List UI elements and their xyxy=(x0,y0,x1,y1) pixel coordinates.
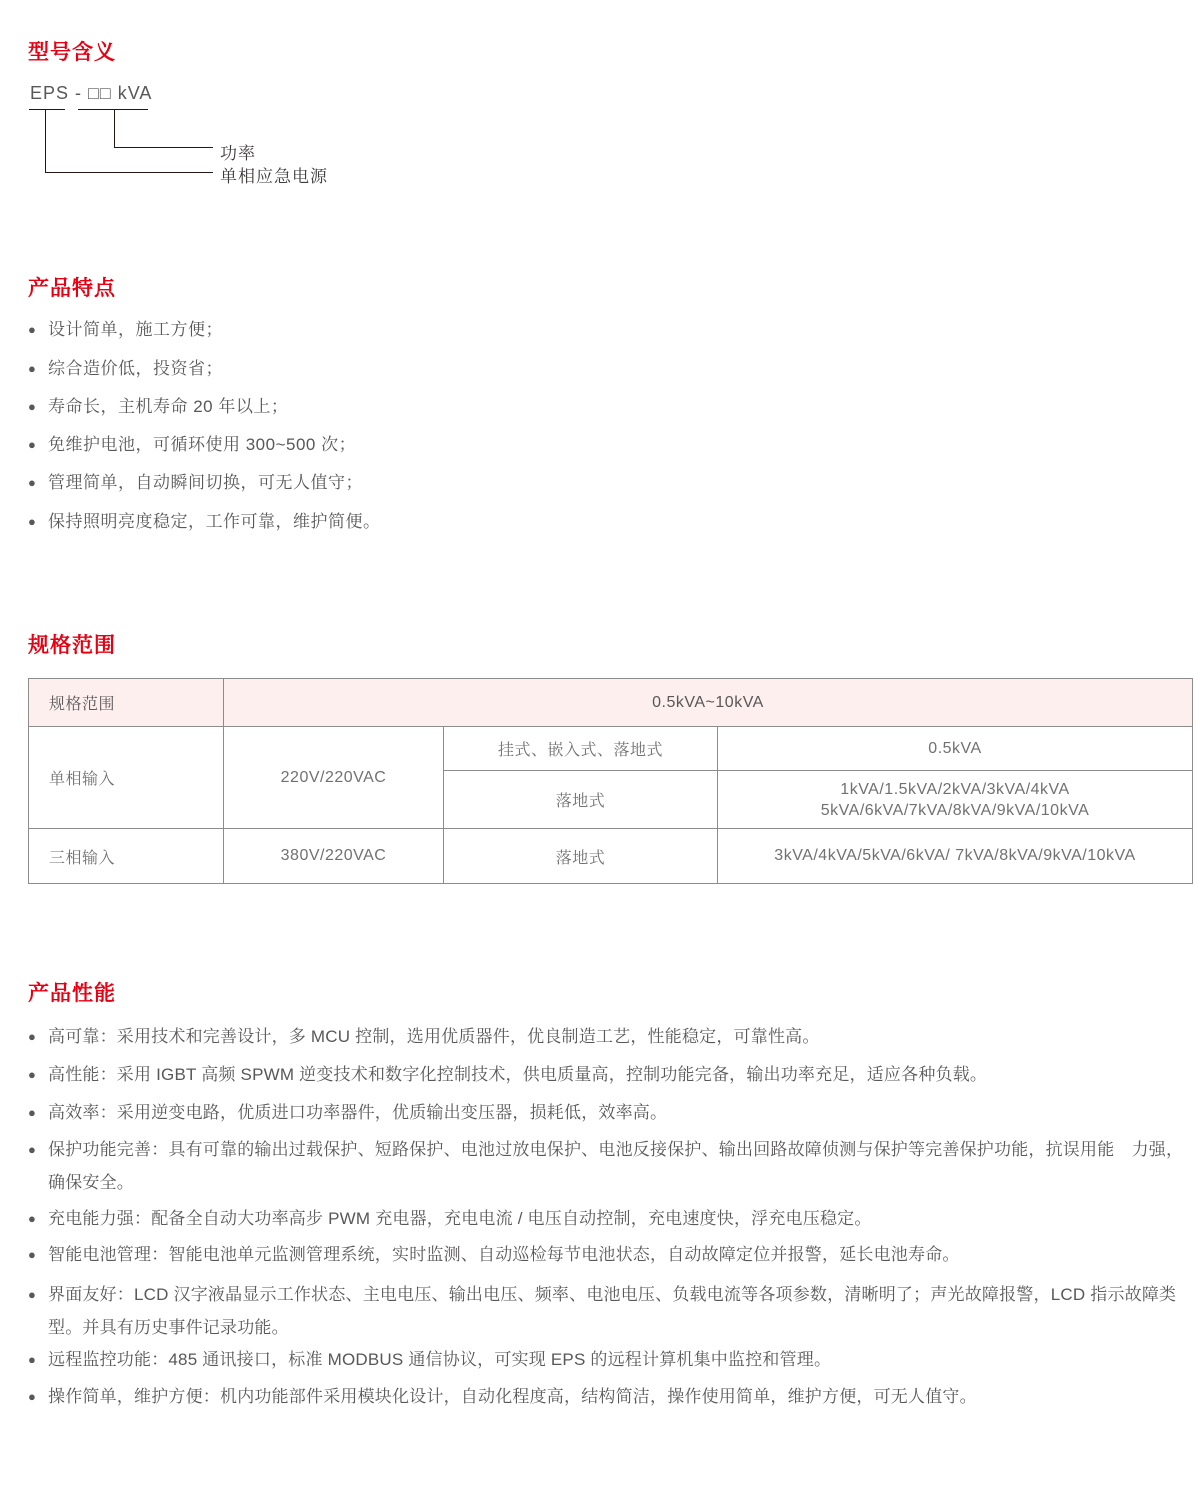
bullet-icon: ● xyxy=(28,437,37,452)
three-phase-voltage-cell: 380V/220VAC xyxy=(224,829,444,884)
bullet-icon: ● xyxy=(28,1211,37,1226)
bullet-icon: ● xyxy=(28,1352,37,1367)
section-title-performance: 产品性能 xyxy=(28,982,116,1005)
diagram-label-power: 功率 xyxy=(220,144,256,163)
feature-text: 免维护电池，可循环使用 300~500 次； xyxy=(48,435,357,454)
performance-item xyxy=(28,1343,1195,1376)
performance-item xyxy=(28,1278,1195,1344)
diagram-connector-type-horizontal xyxy=(45,172,213,173)
performance-item xyxy=(28,1238,1195,1271)
spec-header-label-cell: 规格范围 xyxy=(29,679,224,727)
diagram-label-phase-type: 单相应急电源 xyxy=(220,167,328,186)
diagram-connector-type-vertical xyxy=(45,109,46,172)
performance-item xyxy=(28,1133,1195,1199)
bullet-icon: ● xyxy=(28,475,37,490)
diagram-underline-kva xyxy=(78,109,148,110)
performance-text-line: 确保安全。 xyxy=(48,1173,134,1192)
feature-item xyxy=(28,511,1195,533)
feature-text: 寿命长，主机寿命 20 年以上； xyxy=(48,397,289,416)
performance-item xyxy=(28,1380,1195,1413)
spec-range-table xyxy=(28,678,1193,884)
single-phase-capacity-a-cell: 0.5kVA xyxy=(718,727,1193,771)
section-title-features: 产品特点 xyxy=(28,277,116,300)
table-row-three-phase xyxy=(29,829,1193,884)
spec-header-value-cell: 0.5kVA~10kVA xyxy=(224,679,1193,727)
bullet-icon: ● xyxy=(28,1029,37,1044)
bullet-icon: ● xyxy=(28,399,37,414)
bullet-icon: ● xyxy=(28,361,37,376)
performance-item xyxy=(28,1058,1195,1091)
bullet-icon: ● xyxy=(28,1142,37,1157)
model-code: EPS - □□ kVA xyxy=(30,83,153,103)
bullet-icon: ● xyxy=(28,1389,37,1404)
performance-text-line: 界面友好：LCD 汉字液晶显示工作状态、主电电压、输出电压、频率、电池电压、负载电流等各项参数，清晰明了；声光故障报警，LCD 指示故障类 xyxy=(48,1285,1177,1304)
performance-text-line: 智能电池管理：智能电池单元监测管理系统，实时监测、自动巡检每节电池状态，自动故障定位并报警，延长电池寿命。 xyxy=(48,1245,960,1264)
feature-text: 保持照明亮度稳定，工作可靠，维护简便。 xyxy=(48,512,381,531)
feature-text: 综合造价低，投资省； xyxy=(48,359,223,378)
feature-item xyxy=(28,358,1195,380)
performance-item xyxy=(28,1096,1195,1129)
three-phase-input-cell: 三相输入 xyxy=(29,829,224,884)
single-phase-voltage-cell: 220V/220VAC xyxy=(224,727,444,829)
feature-text: 管理简单，自动瞬间切换，可无人值守； xyxy=(48,473,363,492)
bullet-icon: ● xyxy=(28,1105,37,1120)
performance-text-line: 高可靠：采用技术和完善设计，多 MCU 控制，选用优质器件，优良制造工艺，性能稳定，可靠性高。 xyxy=(48,1027,820,1046)
feature-item xyxy=(28,434,1195,456)
table-row-header xyxy=(29,679,1193,727)
performance-text-line: 操作简单，维护方便：机内功能部件采用模块化设计，自动化程度高，结构简洁，操作使用简单，维护方便，可无人值守。 xyxy=(48,1387,977,1406)
bullet-icon: ● xyxy=(28,1247,37,1262)
feature-item xyxy=(28,472,1195,494)
capacity-line: 5kVA/6kVA/7kVA/8kVA/9kVA/10kVA xyxy=(820,801,1090,819)
feature-item xyxy=(28,319,1195,341)
bullet-icon: ● xyxy=(28,1287,37,1302)
single-phase-mount-b-cell: 落地式 xyxy=(444,771,718,829)
diagram-connector-power-vertical xyxy=(114,109,115,147)
three-phase-mount-cell: 落地式 xyxy=(444,829,718,884)
performance-text-line: 保护功能完善：具有可靠的输出过载保护、短路保护、电池过放电保护、电池反接保护、输出回路故障侦测与保护等完善保护功能，抗误用能 力强， xyxy=(48,1140,1184,1159)
performance-text-line: 高性能：采用 IGBT 高频 SPWM 逆变技术和数字化控制技术，供电质量高，控制功能完备，输出功率充足，适应各种负载。 xyxy=(48,1065,988,1084)
single-phase-mount-a-cell: 挂式、嵌入式、落地式 xyxy=(444,727,718,771)
capacity-line: 1kVA/1.5kVA/2kVA/3kVA/4kVA xyxy=(840,780,1070,798)
feature-text: 设计简单，施工方便； xyxy=(48,320,223,339)
performance-text-line: 充电能力强：配备全自动大功率高步 PWM 充电器，充电电流 / 电压自动控制，充电速度快，浮充电压稳定。 xyxy=(48,1209,872,1228)
feature-item xyxy=(28,396,1195,418)
performance-text-line: 高效率：采用逆变电路，优质进口功率器件，优质输出变压器，损耗低，效率高。 xyxy=(48,1103,668,1122)
performance-text-line: 型。并具有历史事件记录功能。 xyxy=(48,1318,289,1337)
table-row-single-phase-a xyxy=(29,727,1193,771)
three-phase-capacity-cell: 3kVA/4kVA/5kVA/6kVA/ 7kVA/8kVA/9kVA/10kVA xyxy=(718,829,1193,884)
performance-item xyxy=(28,1202,1195,1235)
bullet-icon: ● xyxy=(28,514,37,529)
bullet-icon: ● xyxy=(28,322,37,337)
diagram-underline-eps xyxy=(29,109,65,110)
single-phase-input-cell: 单相输入 xyxy=(29,727,224,829)
bullet-icon: ● xyxy=(28,1067,37,1082)
section-title-spec-range: 规格范围 xyxy=(28,634,116,657)
single-phase-capacity-b-cell xyxy=(718,771,1193,829)
performance-item xyxy=(28,1020,1195,1053)
section-title-model-meaning: 型号含义 xyxy=(28,41,116,64)
diagram-connector-power-horizontal xyxy=(114,147,213,148)
performance-text-line: 远程监控功能：485 通讯接口，标准 MODBUS 通信协议，可实现 EPS 的远程计算机集中监控和管理。 xyxy=(48,1350,832,1369)
